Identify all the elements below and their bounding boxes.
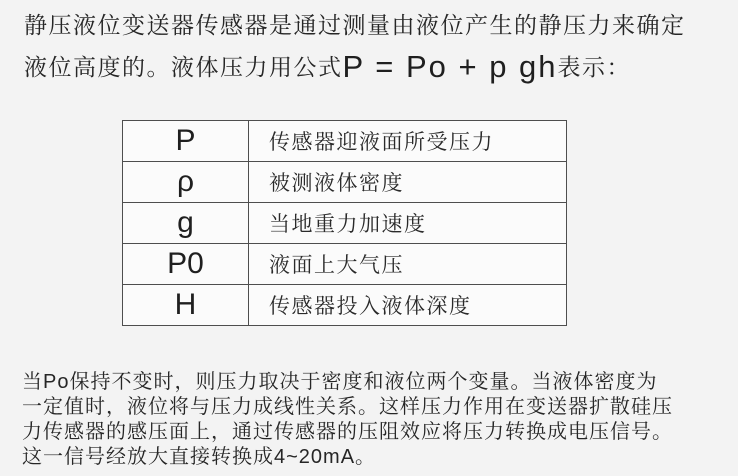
- table-row: [123, 244, 567, 285]
- symbol-cell: ρ: [123, 162, 249, 203]
- body-line-1: 当Po保持不变时，则压力取决于密度和液位两个变量。当液体密度为: [22, 371, 658, 393]
- meaning-cell: 传感器投入液体深度: [249, 285, 567, 326]
- symbol-cell: P0: [123, 244, 249, 285]
- meaning-cell: 当地重力加速度: [249, 203, 567, 244]
- pressure-formula: P = Po + p gh: [342, 49, 558, 84]
- table-row: [123, 121, 567, 162]
- intro-line-2: [24, 44, 724, 90]
- intro-line-2-prefix: 液位高度的。液体压力用公式: [24, 54, 343, 80]
- body-line-3: 力传感器的感压面上，通过传感器的压阻效应将压力转换成电压信号。: [22, 421, 673, 443]
- table-row: [123, 162, 567, 203]
- symbol-cell: P: [123, 121, 249, 162]
- meaning-cell: 传感器迎液面所受压力: [249, 121, 567, 162]
- intro-line-1: 静压液位变送器传感器是通过测量由液位产生的静压力来确定: [24, 12, 686, 38]
- meaning-cell: 被测液体密度: [249, 162, 567, 203]
- table-row: [123, 285, 567, 326]
- table-row: [123, 203, 567, 244]
- symbol-cell: g: [123, 203, 249, 244]
- body-paragraph: [22, 370, 732, 470]
- intro-paragraph: [24, 6, 724, 90]
- body-line-4: 这一信号经放大直接转换成4~20mA。: [22, 446, 377, 468]
- symbol-cell: H: [123, 285, 249, 326]
- symbol-definition-table: [122, 120, 567, 326]
- intro-line-2-suffix: 表示：: [557, 54, 632, 80]
- meaning-cell: 液面上大气压: [249, 244, 567, 285]
- body-line-2: 一定值时，液位将与压力成线性关系。这样压力作用在变送器扩散硅压: [22, 396, 673, 418]
